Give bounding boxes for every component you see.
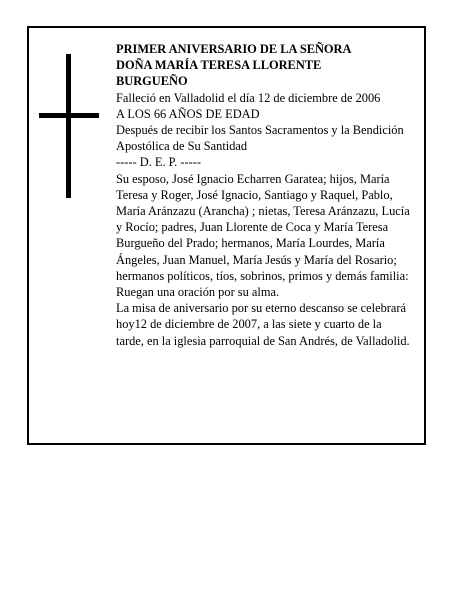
notice-text bbox=[116, 41, 412, 349]
cross-horizontal-bar bbox=[39, 113, 99, 118]
notice-title-line-1: PRIMER ANIVERSARIO DE LA SEÑORA bbox=[116, 42, 352, 56]
notice-title-line-2: DOÑA MARÍA TERESA LLORENTE bbox=[116, 58, 322, 73]
cross-icon bbox=[39, 54, 99, 198]
death-info: Falleció en Valladolid el día 12 de diciembre de 2006 bbox=[116, 90, 381, 105]
mass-info: La misa de aniversario por su eterno descanso se celebrará hoy12 de diciembre de 2007, a las siete y cuarto de la tarde, en la iglesia parroquial de San Andrés, de Valladolid. bbox=[116, 301, 410, 348]
rip-line: ----- D. E. P. ----- bbox=[116, 155, 201, 170]
obituary-notice bbox=[27, 26, 426, 445]
family-paragraph: Su esposo, José Ignacio Echarren Garatea; hijos, María Teresa y Roger, José Ignacio, Santiago y Raquel, Pablo, María Aránzazu (Arancha) ; nietas, Teresa Aránzazu, Lucía y Rocío; padres, Juan Llorente de Coca y María Teresa Burgueño del Prado; hermanos, María Lourdes, María Ángeles, Juan Manuel, María Jesús y María del Rosario; hermanos políticos, tíos, sobrinos, primos y demás familia: bbox=[116, 171, 410, 283]
cross-vertical-bar bbox=[66, 54, 71, 198]
prayer-request: Ruegan una oración por su alma. bbox=[116, 285, 280, 300]
sacraments-line: Después de recibir los Santos Sacramentos y la Bendición Apostólica de Su Santidad bbox=[116, 123, 404, 154]
age-line: A LOS 66 AÑOS DE EDAD bbox=[116, 106, 260, 121]
notice-title-line-3: BURGUEÑO bbox=[116, 74, 188, 89]
